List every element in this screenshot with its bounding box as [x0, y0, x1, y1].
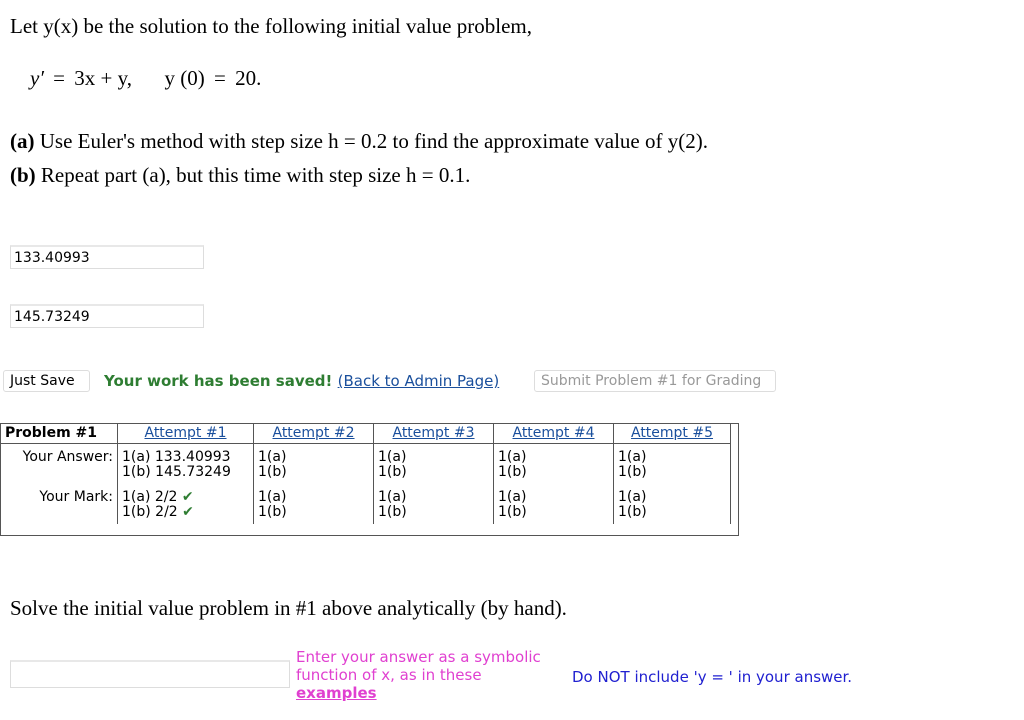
answer-row	[1, 444, 731, 485]
input-hint	[296, 648, 556, 702]
part-b	[10, 163, 470, 188]
cell-line: 1(a)	[378, 489, 407, 505]
attempts-header-5	[614, 423, 731, 444]
checkmark-icon: ✔	[182, 504, 194, 520]
mark-row-label: Your Mark:	[1, 484, 118, 524]
cell-line: 1(b)	[498, 504, 527, 520]
initial-condition-rhs: 20.	[235, 66, 262, 90]
part-b-text: Repeat part (a), but this time with step size h = 0.1.	[40, 163, 471, 187]
symbolic-answer-input[interactable]	[10, 660, 290, 688]
answer-input-b[interactable]: 145.73249	[10, 304, 204, 328]
cell-line: 1(a)	[618, 489, 647, 505]
back-to-admin-link[interactable]: (Back to Admin Page)	[337, 372, 500, 390]
cell-line: 1(a)	[378, 449, 407, 465]
part-a-text: Use Euler's method with step size h = 0.2 to find the approximate value of y(2).	[39, 129, 708, 153]
mark-cell	[254, 484, 374, 524]
cell-line: 1(b) 145.73249	[122, 464, 231, 480]
cell-line: 1(b)	[378, 504, 407, 520]
cell-line: 1(b)	[378, 464, 407, 480]
cell-line: 1(a)	[498, 489, 527, 505]
cell-line: 1(a)	[258, 489, 287, 505]
attempts-header-3	[374, 423, 494, 444]
ivp-equation	[30, 66, 265, 91]
initial-condition-equals: =	[214, 66, 226, 90]
equation-lhs: y′	[30, 66, 44, 90]
cell-line: 1(a) 133.40993	[122, 449, 231, 465]
cell-line: 1(b)	[618, 504, 647, 520]
problem-2-text: Solve the initial value problem in #1 above analytically (by hand).	[10, 596, 567, 620]
just-save-button[interactable]: Just Save	[3, 370, 90, 392]
problem-intro: Let y(x) be the solution to the following initial value problem,	[10, 14, 532, 38]
cell-line: 1(b)	[498, 464, 527, 480]
answer-cell	[494, 444, 614, 485]
cell-line: 1(a)	[258, 449, 287, 465]
cell-line: 1(b)	[258, 504, 287, 520]
part-b-label: (b)	[10, 163, 36, 187]
attempt-1-link[interactable]: Attempt #1	[144, 425, 227, 441]
format-warning: Do NOT include 'y = ' in your answer.	[572, 668, 853, 686]
equation-rhs: 3x + y,	[74, 66, 132, 90]
attempts-table	[1, 423, 731, 524]
attempts-header-problem: Problem #1	[1, 423, 118, 444]
attempts-header-4	[494, 423, 614, 444]
examples-link[interactable]: examples	[296, 684, 377, 702]
attempt-2-link[interactable]: Attempt #2	[272, 425, 355, 441]
answer-cell	[254, 444, 374, 485]
part-a	[10, 129, 708, 154]
saved-message: Your work has been saved!	[104, 372, 333, 390]
cell-line: 1(a)	[618, 449, 647, 465]
cell-line: 1(b)	[258, 464, 287, 480]
attempt-5-link[interactable]: Attempt #5	[630, 425, 714, 441]
mark-cell	[374, 484, 494, 524]
answer-input-a[interactable]: 133.40993	[10, 245, 204, 269]
cell-line: 1(a) 2/2	[122, 489, 178, 505]
save-status	[104, 372, 499, 390]
cell-line: 1(b) 2/2	[122, 504, 178, 520]
equation-equals: =	[53, 66, 66, 90]
initial-condition-lhs: y (0)	[164, 66, 205, 90]
part-a-label: (a)	[10, 129, 35, 153]
attempt-4-link[interactable]: Attempt #4	[512, 425, 595, 441]
cell-line: 1(a)	[498, 449, 527, 465]
checkmark-icon: ✔	[181, 489, 194, 505]
answer-cell	[118, 444, 254, 485]
mark-cell	[118, 484, 254, 524]
answer-cell	[614, 444, 731, 485]
cell-line: 1(b)	[618, 464, 647, 480]
mark-cell	[614, 484, 731, 524]
answer-row-label: Your Answer:	[1, 444, 118, 485]
mark-row	[1, 484, 731, 524]
hint-text: Enter your answer as a symbolic function of x, as in these	[296, 648, 541, 684]
submit-problem-button[interactable]: Submit Problem #1 for Grading	[534, 370, 776, 392]
attempts-header-2	[254, 423, 374, 444]
attempts-header-1	[118, 423, 254, 444]
attempt-3-link[interactable]: Attempt #3	[392, 425, 475, 441]
answer-cell	[374, 444, 494, 485]
mark-cell	[494, 484, 614, 524]
